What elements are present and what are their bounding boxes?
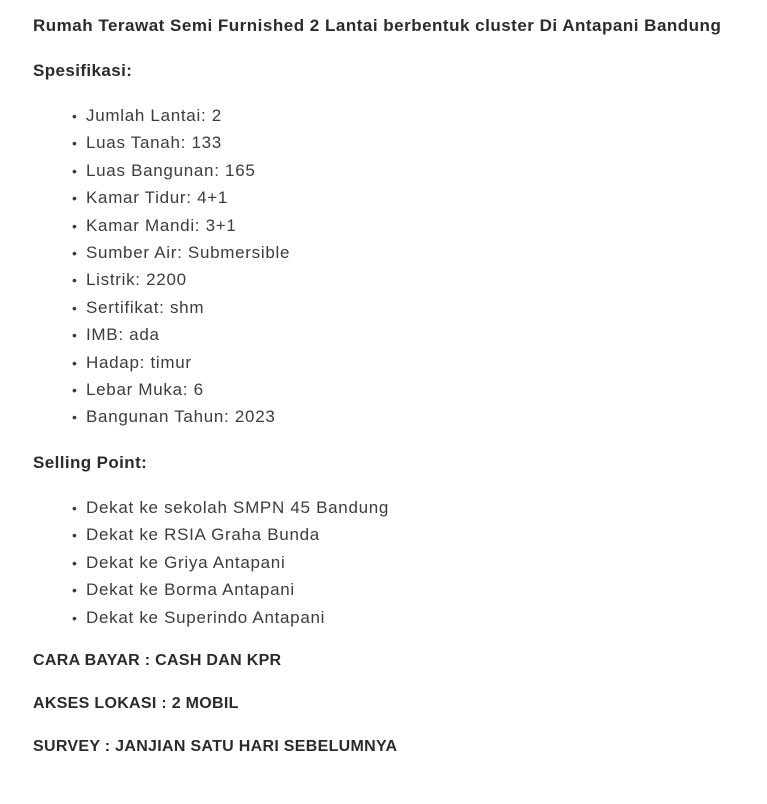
bullet-icon (72, 266, 78, 294)
list-item-text: Luas Bangunan: 165 (86, 160, 256, 180)
list-item-text: Listrik: 2200 (86, 270, 187, 290)
bullet-icon (72, 576, 78, 604)
survey-line: SURVEY : JANJIAN SATU HARI SEBELUMNYA (33, 737, 398, 755)
list-item (72, 294, 734, 321)
list-item-text: Kamar Mandi: 3+1 (86, 215, 237, 235)
list-item (72, 184, 734, 211)
list-item (72, 349, 734, 376)
bullet-icon (72, 129, 78, 157)
bullet-icon (72, 521, 78, 549)
bullet-icon (72, 549, 78, 577)
bullet-icon (72, 294, 78, 322)
bullet-icon (72, 403, 78, 431)
list-item (72, 102, 734, 129)
list-item (72, 576, 734, 603)
page-title: Rumah Terawat Semi Furnished 2 Lantai berbentuk cluster Di Antapani Bandung (33, 16, 722, 35)
list-item (72, 403, 734, 430)
bullet-icon (72, 102, 78, 130)
list-item-text: Bangunan Tahun: 2023 (86, 407, 276, 427)
list-item-text: Dekat ke Griya Antapani (86, 552, 286, 572)
list-item (72, 321, 734, 348)
list-item (72, 521, 734, 548)
list-item-text: Lebar Muka: 6 (86, 380, 204, 400)
payment-method-line: CARA BAYAR : CASH DAN KPR (33, 651, 282, 669)
list-item (72, 604, 734, 631)
bullet-icon (72, 212, 78, 240)
list-item (72, 494, 734, 521)
list-item (72, 266, 734, 293)
list-item-text: Dekat ke Borma Antapani (86, 580, 295, 600)
list-item-text: Dekat ke Superindo Antapani (86, 607, 326, 627)
section-heading-spesifikasi: Spesifikasi: (33, 61, 133, 80)
list-item (72, 129, 734, 156)
spec-list (33, 102, 734, 431)
list-item (72, 212, 734, 239)
list-item-text: Kamar Tidur: 4+1 (86, 188, 229, 208)
bullet-icon (72, 349, 78, 377)
list-item (72, 157, 734, 184)
bullet-icon (72, 184, 78, 212)
selling-point-list (33, 494, 734, 631)
location-access-line: AKSES LOKASI : 2 MOBIL (33, 694, 239, 712)
list-item (72, 549, 734, 576)
list-item-text: Luas Tanah: 133 (86, 133, 222, 153)
list-item-text: Sertifikat: shm (86, 297, 205, 317)
list-item-text: Dekat ke RSIA Graha Bunda (86, 525, 320, 545)
list-item-text: Sumber Air: Submersible (86, 243, 291, 263)
bullet-icon (72, 494, 78, 522)
bullet-icon (72, 376, 78, 404)
list-item-text: Hadap: timur (86, 352, 192, 372)
bullet-icon (72, 321, 78, 349)
list-item-text: Dekat ke sekolah SMPN 45 Bandung (86, 497, 390, 517)
list-item-text: Jumlah Lantai: 2 (86, 106, 222, 125)
bullet-icon (72, 239, 78, 267)
section-heading-selling-point: Selling Point: (33, 452, 148, 472)
bullet-icon (72, 157, 78, 185)
list-item (72, 239, 734, 266)
list-item (72, 376, 734, 403)
bullet-icon (72, 604, 78, 632)
list-item-text: IMB: ada (86, 325, 160, 345)
